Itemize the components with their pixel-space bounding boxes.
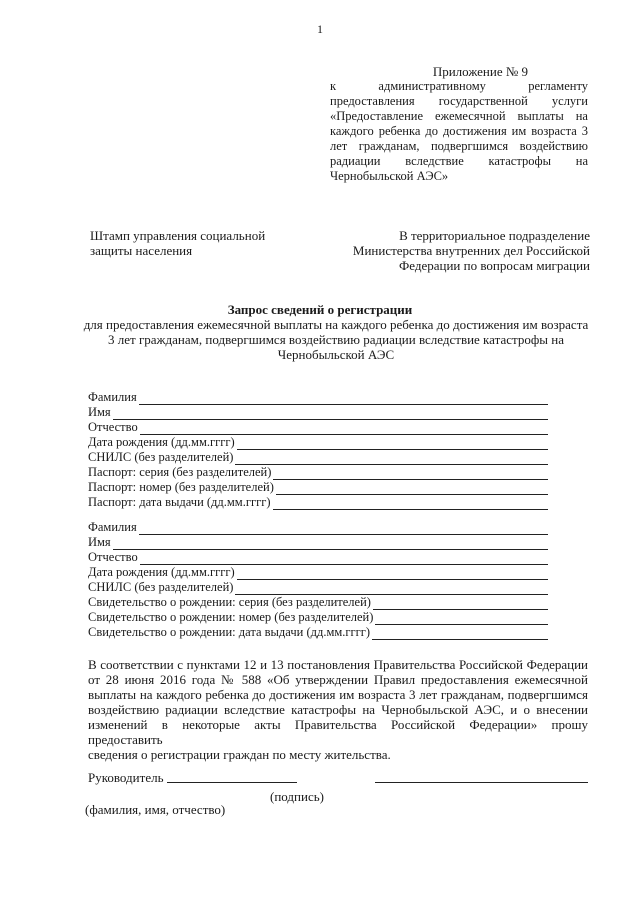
- fill-line[interactable]: [375, 613, 548, 625]
- field-label: Дата рождения (дд.мм.гггг): [88, 565, 235, 579]
- form-row-birthdate[interactable]: [88, 565, 548, 580]
- recipient-line: В территориальное подразделение: [399, 228, 590, 243]
- form-row-name[interactable]: [88, 535, 548, 550]
- fill-line[interactable]: [373, 598, 548, 610]
- form-row-passport-number[interactable]: [88, 480, 548, 495]
- stamp-block: [90, 228, 280, 258]
- field-label: Имя: [88, 535, 111, 549]
- request-paragraph: [88, 657, 588, 762]
- paragraph-line: В соответствии с пунктами 12 и 13 постановления Правительства Российской Федерации: [88, 657, 588, 672]
- request-title: Запрос сведений о регистрации: [227, 302, 413, 317]
- fill-line[interactable]: [113, 538, 548, 550]
- form-row-certificate-series[interactable]: [88, 595, 548, 610]
- fill-line[interactable]: [139, 523, 548, 535]
- field-label: Паспорт: номер (без разделителей): [88, 480, 274, 494]
- appendix-line: предоставления государственной услуги: [330, 94, 588, 108]
- field-label: Отчество: [88, 550, 138, 564]
- head-label: Руководитель: [88, 770, 164, 785]
- appendix-line: к административному регламенту: [330, 79, 588, 93]
- request-subtitle: [80, 317, 592, 362]
- fill-line[interactable]: [237, 568, 548, 580]
- request-subtitle-line: Чернобыльской АЭС: [277, 347, 395, 362]
- fill-line[interactable]: [237, 438, 548, 450]
- fill-line[interactable]: [273, 498, 548, 510]
- fill-line[interactable]: [235, 583, 548, 595]
- fill-line[interactable]: [113, 408, 548, 420]
- fill-line[interactable]: [139, 393, 548, 405]
- field-label: Имя: [88, 405, 111, 419]
- signature-caption: (подпись): [270, 789, 324, 804]
- paragraph-line: изменений в некоторые акты Правительства Российской Федерации» прошу предоставить: [88, 717, 588, 747]
- stamp-line: защиты населения: [90, 243, 193, 258]
- field-label: СНИЛС (без разделителей): [88, 580, 234, 594]
- name-line[interactable]: [375, 782, 588, 783]
- field-label: Отчество: [88, 420, 138, 434]
- field-label: Свидетельство о рождении: дата выдачи (дд.мм.гггг): [88, 625, 371, 639]
- fill-line[interactable]: [235, 453, 548, 465]
- fill-line[interactable]: [140, 423, 548, 435]
- form-row-certificate-number[interactable]: [88, 610, 548, 625]
- paragraph-line: от 28 июня 2016 года № 588 «Об утверждении Правил предоставления ежемесячной: [88, 672, 588, 687]
- appendix-line: лет гражданам, подвергшимся воздействию: [330, 139, 588, 153]
- page-number: 1: [317, 22, 323, 36]
- name-caption: (фамилия, имя, отчество): [85, 802, 226, 817]
- stamp-line: Штамп управления социальной: [90, 228, 266, 243]
- fill-line[interactable]: [140, 553, 548, 565]
- appendix-header: [330, 64, 588, 184]
- form-row-birthdate[interactable]: [88, 435, 548, 450]
- form-row-name[interactable]: [88, 405, 548, 420]
- request-subtitle-line: 3 лет гражданам, подвергшимся воздействию радиации вследствие катастрофы на: [108, 332, 564, 347]
- form-row-snils[interactable]: [88, 580, 548, 595]
- signature-line[interactable]: [167, 782, 297, 783]
- field-label: Фамилия: [88, 520, 137, 534]
- form-row-snils[interactable]: [88, 450, 548, 465]
- recipient-line: Министерства внутренних дел Российской: [352, 243, 590, 258]
- field-label: Свидетельство о рождении: номер (без разделителей): [88, 610, 374, 624]
- fill-line[interactable]: [276, 483, 548, 495]
- paragraph-line: сведения о регистрации граждан по месту жительства.: [88, 747, 391, 762]
- field-label: СНИЛС (без разделителей): [88, 450, 234, 464]
- paragraph-line: воздействию радиации вследствие катастрофы на Чернобыльской АЭС, и о внесении: [88, 702, 588, 717]
- form-row-certificate-date[interactable]: [88, 625, 548, 640]
- appendix-line: Чернобыльской АЭС»: [330, 169, 449, 183]
- form-row-passport-series[interactable]: [88, 465, 548, 480]
- appendix-line: каждого ребенка до достижения им возраста 3: [330, 124, 588, 138]
- field-label: Фамилия: [88, 390, 137, 404]
- child-form: [88, 520, 548, 640]
- form-row-surname[interactable]: [88, 390, 548, 405]
- recipient-line: Федерации по вопросам миграции: [398, 258, 590, 273]
- form-row-passport-date[interactable]: [88, 495, 548, 510]
- recipient-block: [340, 228, 590, 273]
- field-label: Свидетельство о рождении: серия (без разделителей): [88, 595, 371, 609]
- field-label: Паспорт: серия (без разделителей): [88, 465, 272, 479]
- appendix-title: Приложение № 9: [432, 64, 528, 79]
- fill-line[interactable]: [273, 468, 548, 480]
- field-label: Паспорт: дата выдачи (дд.мм.гггг): [88, 495, 271, 509]
- request-subtitle-line: для предоставления ежемесячной выплаты на каждого ребенка до достижения им возраста: [83, 317, 589, 332]
- appendix-line: радиации вследствие катастрофы на: [330, 154, 588, 168]
- form-row-patronymic[interactable]: [88, 420, 548, 435]
- field-label: Дата рождения (дд.мм.гггг): [88, 435, 235, 449]
- fill-line[interactable]: [372, 628, 548, 640]
- paragraph-line: выплаты на каждого ребенка до достижения им возраста 3 лет гражданам, подвергшимся: [88, 687, 588, 702]
- form-row-patronymic[interactable]: [88, 550, 548, 565]
- appendix-line: «Предоставление ежемесячной выплаты на: [330, 109, 588, 123]
- parent-form: [88, 390, 548, 510]
- form-row-surname[interactable]: [88, 520, 548, 535]
